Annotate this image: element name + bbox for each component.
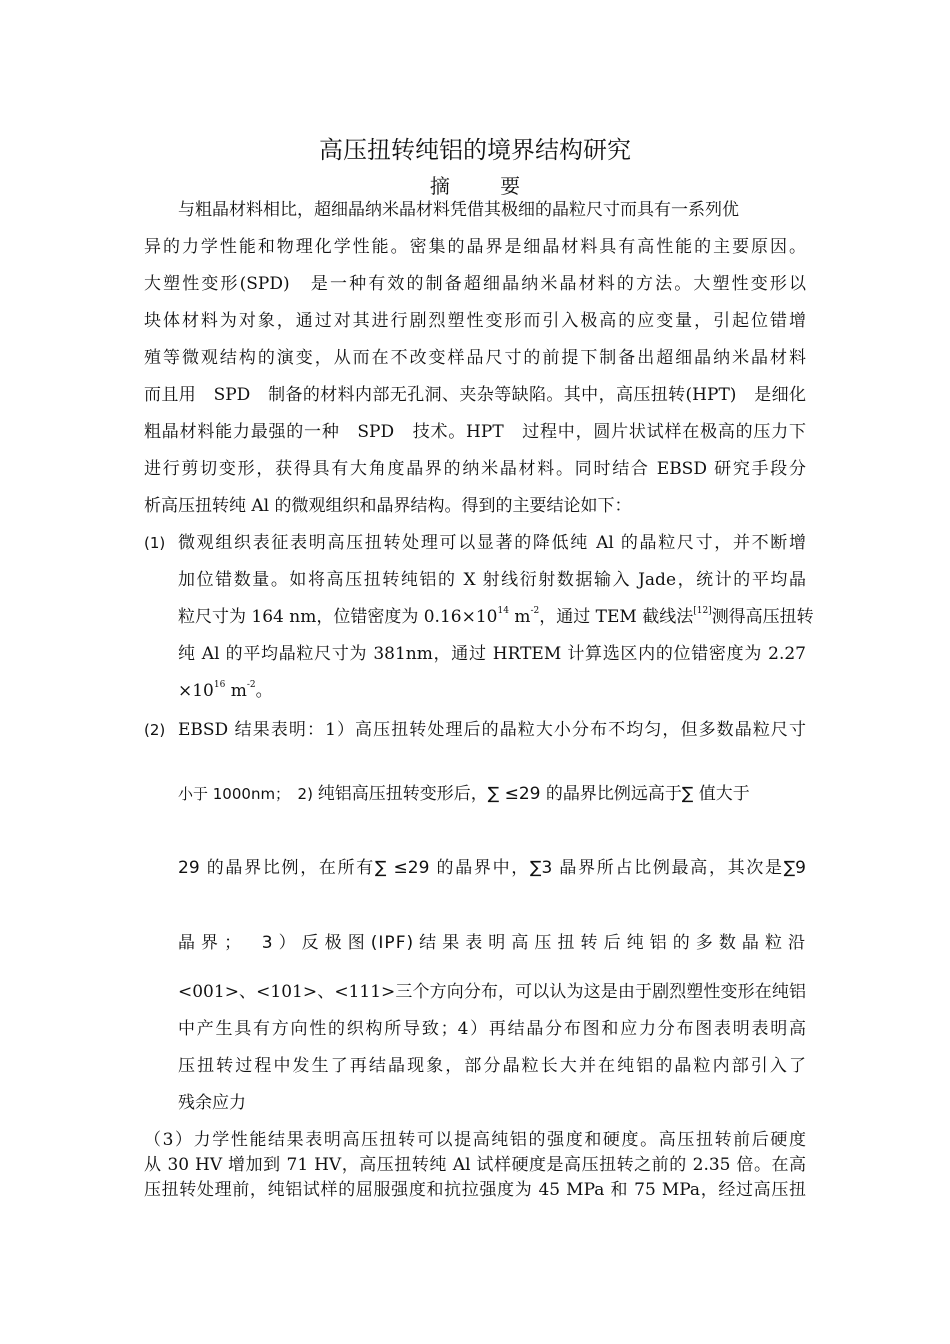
superscript: 16 [213,680,226,691]
item2-line: 压扭转过程中发生了再结晶现象，部分晶粒长大并在纯铝的晶粒内部引入了 [178,1056,806,1076]
item2-line: 晶界； 3）反极图(IPF)结果表明高压扭转后纯铝的多数晶粒沿 [178,933,806,953]
page-title: 高压扭转纯铝的境界结构研究 [319,136,631,164]
item2-line: 残余应力 [178,1093,246,1113]
superscript: -2 [246,680,256,691]
intro-line: 异的力学性能和物理化学性能。密集的晶界是细晶材料具有高性能的主要原因。 [144,237,806,257]
intro-line: 块体材料为对象，通过对其进行剧烈塑性变形而引入极高的应变量，引起位错增 [144,311,806,331]
item3-line: （3）力学性能结果表明高压扭转可以提高纯铝的强度和硬度。高压扭转前后硬度 [144,1130,806,1150]
item1-line [178,679,806,703]
item2-line: 中产生具有方向性的织构所导致；4）再结晶分布图和应力分布图表明表明高 [178,1019,806,1039]
intro-line: 殖等微观结构的演变，从而在不改变样品尺寸的前提下制备出超细晶纳米晶材料 [144,348,806,368]
item1-line: 纯 Al 的平均晶粒尺寸为 381nm，通过 HRTEM 计算选区内的位错密度为 2.27 [178,644,806,664]
text-span: 小于 1000nm； 2) [178,785,318,803]
list-marker: (2) [144,721,166,739]
intro-line: 而且用 SPD 制备的材料内部无孔洞、夹杂等缺陷。其中，高压扭转(HPT) 是细化 [144,385,806,405]
item2-line: <001>、<101>、<111>三个方向分布，可以认为这是由于剧烈塑性变形在纯铝 [178,982,806,1002]
citation-superscript: [12] [693,606,712,617]
text-span: 测得高压扭转 [711,607,814,627]
intro-line: 与粗晶材料相比，超细晶纳米晶材料凭借其极细的晶粒尺寸而具有一系列优 [178,200,739,220]
text-span: 粒尺寸为 164 nm，位错密度为 0.16×10 [178,607,498,627]
intro-line: 析高压扭转纯 Al 的微观组织和晶界结构。得到的主要结论如下： [144,496,632,516]
text-span: m [508,607,531,627]
text-span: 纯铝高压扭转变形后，∑ ≤29 的晶界比例远高于∑ 值大于 [317,784,750,804]
item2-line: EBSD 结果表明：1）高压扭转处理后的晶粒大小分布不均匀，但多数晶粒尺寸 [178,720,806,740]
text-span: ，通过 TEM 截线法 [539,607,694,627]
item3-line: 压扭转处理前，纯铝试样的屈服强度和抗拉强度为 45 MPa 和 75 MPa，经过高压扭 [144,1180,806,1200]
list-marker: (1) [144,534,166,552]
item3-line: 从 30 HV 增加到 71 HV，高压扭转纯 Al 试样硬度是高压扭转之前的 2.35 倍。在高 [144,1155,806,1175]
text-span: m [225,681,247,701]
intro-line: 粗晶材料能力最强的一种 SPD 技术。HPT 过程中，圆片状试样在极高的压力下 [144,422,806,442]
intro-line: 进行剪切变形，获得具有大角度晶界的纳米晶材料。同时结合 EBSD 研究手段分 [144,459,806,479]
intro-line: 大塑性变形(SPD) 是一种有效的制备超细晶纳米晶材料的方法。大塑性变形以 [144,274,806,294]
item2-line: 29 的晶界比例，在所有∑ ≤29 的晶界中，∑3 晶界所占比例最高，其次是∑9 [178,858,806,878]
item1-line: 加位错数量。如将高压扭转纯铝的 X 射线衍射数据输入 Jade，统计的平均晶 [178,570,806,590]
item1-line: 微观组织表征表明高压扭转处理可以显著的降低纯 Al 的晶粒尺寸，并不断增 [178,533,806,553]
abstract-heading: 摘 要 [429,174,543,198]
text-span: ×10 [178,681,214,701]
text-span: 。 [255,681,273,701]
item2-line [178,782,806,806]
item1-line [178,605,814,629]
superscript: -2 [530,606,540,617]
superscript: 14 [497,606,509,617]
